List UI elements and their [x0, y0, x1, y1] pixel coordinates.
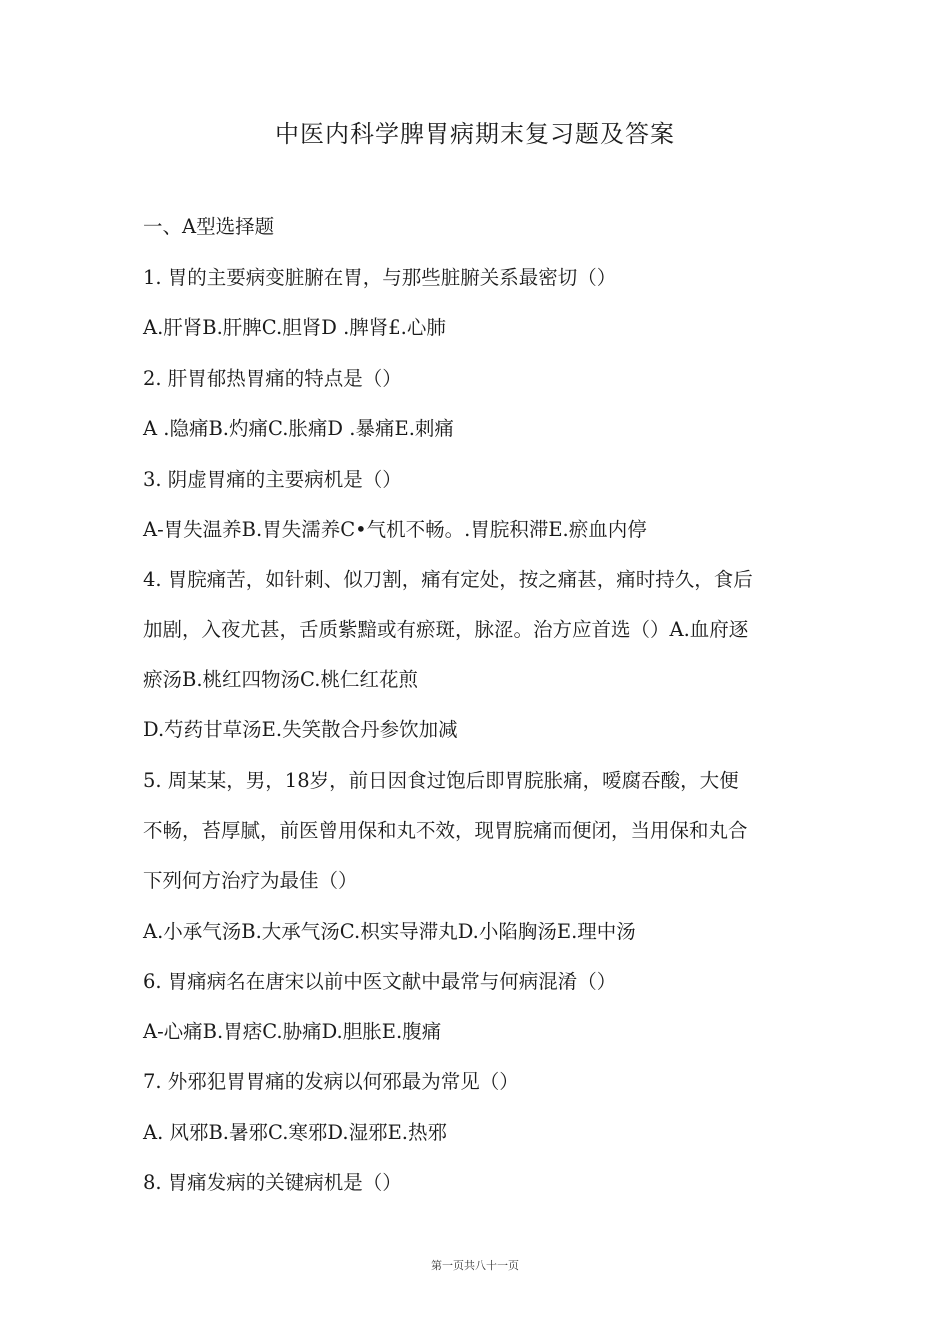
question-5-line-2: 不畅，苔厚腻，前医曾用保和丸不效，现胃脘痛而便闭，当用保和丸合: [143, 819, 748, 842]
question-7-options: A. 风邪B.暑邪C.寒邪D.湿邪E.热邪: [143, 1121, 448, 1144]
page-footer: 第一页共八十一页: [431, 1259, 519, 1272]
question-3: 3. 阴虚胃痛的主要病机是（）: [143, 468, 402, 491]
question-4-line-1: 4. 胃脘痛苦，如针刺、似刀割，痛有定处，按之痛甚，痛时持久，食后: [143, 568, 753, 591]
question-3-options: A-胃失温养B.胃失濡养C•气机不畅。.胃脘积滞E.瘀血内停: [143, 518, 647, 541]
question-2-options: A .隐痛B.灼痛C.胀痛D .暴痛E.刺痛: [143, 417, 454, 440]
section-heading: 一、A型选择题: [143, 215, 275, 238]
question-4-line-3: 瘀汤B.桃红四物汤C.桃仁红花煎: [143, 668, 418, 691]
question-4-options: D.芍药甘草汤E.失笑散合丹参饮加减: [143, 718, 458, 741]
question-6: 6. 胃痛病名在唐宋以前中医文献中最常与何病混淆（）: [143, 970, 617, 993]
question-2: 2. 肝胃郁热胃痛的特点是（）: [143, 367, 402, 390]
question-5-line-1: 5. 周某某，男，18岁，前日因食过饱后即胃脘胀痛，嗳腐吞酸，大便: [143, 769, 739, 792]
question-6-options: A-心痛B.胃痞C.胁痛D.胆胀E.腹痛: [143, 1020, 442, 1043]
question-1-options: A.肝肾B.肝脾C.胆肾D .脾肾£.心肺: [143, 316, 446, 339]
question-4-line-2: 加剧，入夜尤甚，舌质紫黯或有瘀斑，脉涩。治方应首选（）A.血府逐: [143, 618, 749, 641]
question-7: 7. 外邪犯胃胃痛的发病以何邪最为常见（）: [143, 1070, 519, 1093]
question-1: 1. 胃的主要病变脏腑在胃，与那些脏腑关系最密切（）: [143, 266, 617, 289]
question-5-options: A.小承气汤B.大承气汤C.枳实导滞丸D.小陷胸汤E.理中汤: [143, 920, 636, 943]
question-8: 8. 胃痛发病的关键病机是（）: [143, 1171, 402, 1194]
document-title: 中医内科学脾胃病期末复习题及答案: [275, 120, 675, 148]
question-5-line-3: 下列何方治疗为最佳（）: [143, 869, 358, 892]
